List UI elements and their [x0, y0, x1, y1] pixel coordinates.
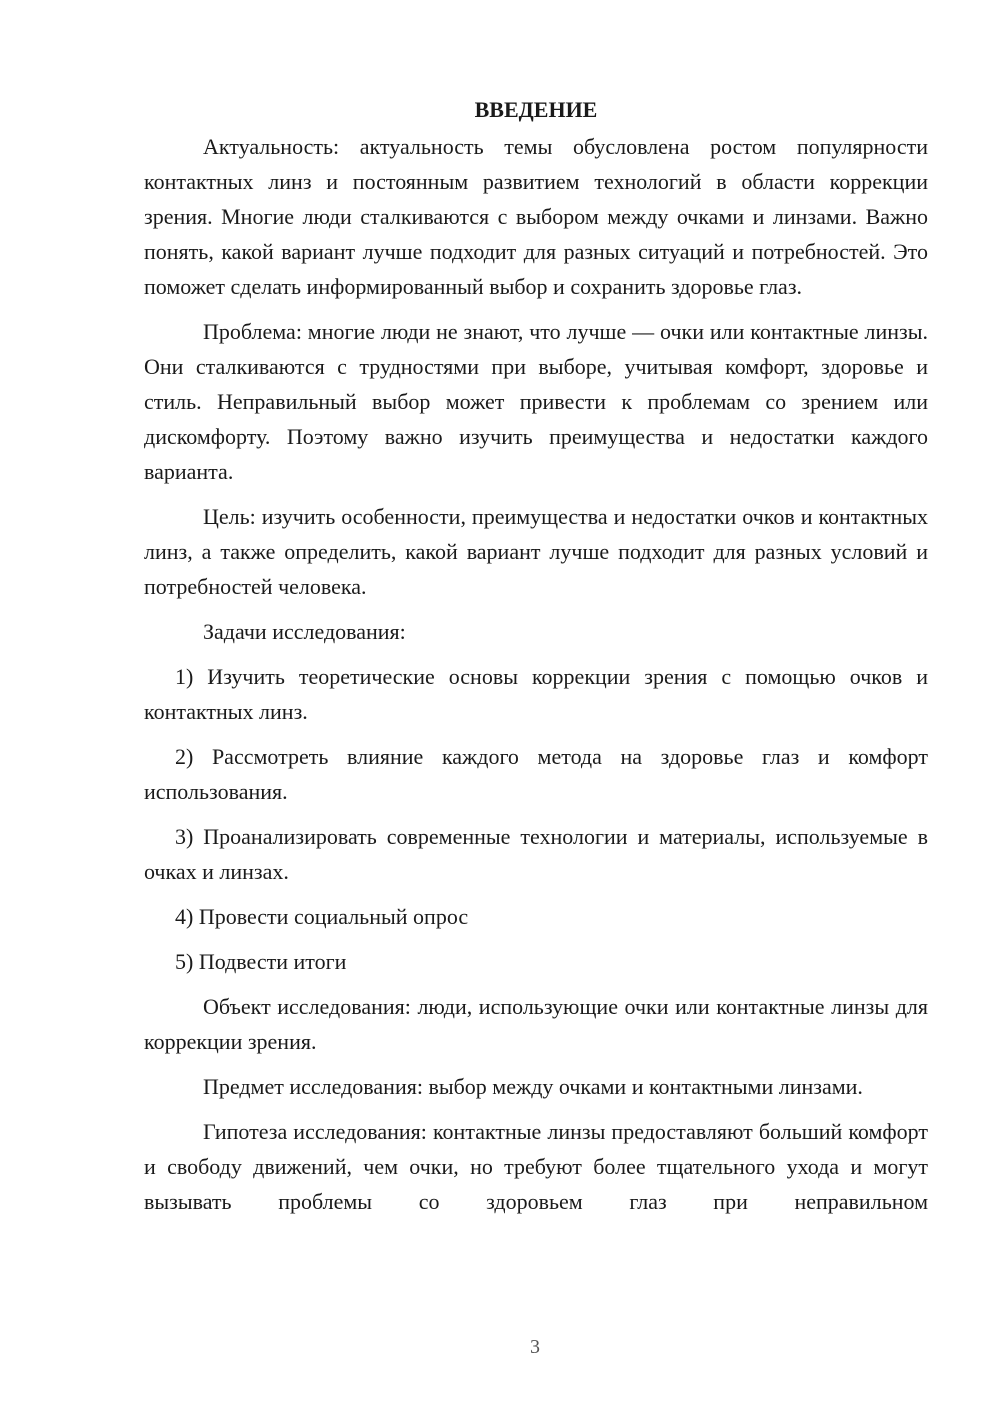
task-item-2: 2) Рассмотреть влияние каждого метода на здоровье глаз и комфорт использования.: [144, 744, 928, 804]
page-title: ВВЕДЕНИЕ: [474, 97, 598, 122]
page-number: 3: [530, 1336, 540, 1358]
paragraph-relevance: Актуальность: актуальность темы обусловлена ростом популярности контактных линз и постоянным развитием технологий в области коррекции зрения. Многие люди сталкиваются с выбором между очками и линзами. Важно понять, какой вариант лучше подходит для разных ситуаций и потребностей. Это поможет сделать информированный выбор и сохранить здоровье глаз.: [144, 134, 928, 299]
task-item-5: 5) Подвести итоги: [175, 949, 347, 974]
tasks-heading: Задачи исследования:: [203, 619, 406, 644]
paragraph-subject: Предмет исследования: выбор между очками и контактными линзами.: [203, 1074, 863, 1099]
paragraph-object: Объект исследования: люди, использующие очки или контактные линзы для коррекции зрения.: [144, 994, 928, 1054]
task-item-3: 3) Проанализировать современные технологии и материалы, используемые в очках и линзах.: [144, 824, 928, 884]
paragraph-hypothesis: Гипотеза исследования: контактные линзы предоставляют больший комфорт и свободу движений, чем очки, но требуют более тщательного ухода и могут вызывать проблемы со здоровьем глаз при неправильном: [144, 1119, 928, 1214]
paragraph-problem: Проблема: многие люди не знают, что лучше — очки или контактные линзы. Они сталкиваются с трудностями при выборе, учитывая комфорт, здоровье и стиль. Неправильный выбор может привести к проблемам со зрением или дискомфорту. Поэтому важно изучить преимущества и недостатки каждого варианта.: [144, 319, 928, 484]
task-item-1: 1) Изучить теоретические основы коррекции зрения с помощью очков и контактных линз.: [144, 664, 928, 724]
document-page: [144, 92, 928, 1229]
task-item-4: 4) Провести социальный опрос: [175, 904, 469, 929]
paragraph-goal: Цель: изучить особенности, преимущества и недостатки очков и контактных линз, а также определить, какой вариант лучше подходит для разных условий и потребностей человека.: [144, 504, 928, 599]
